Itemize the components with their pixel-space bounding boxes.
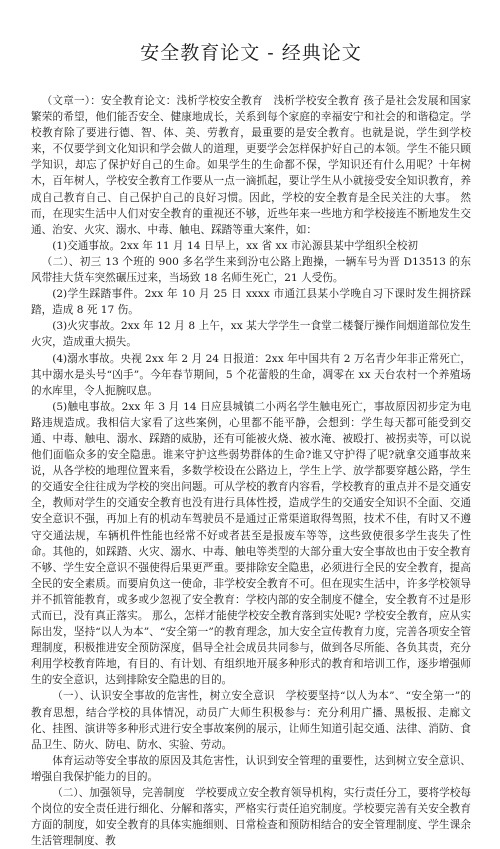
paragraph-section-two: （二）、加强领导，完善制度 学校要成立安全教育领导机构，实行责任分工，要将学校每个岗位的安全责任进行细化、分解和落实，严格实行责任追究制度。学校要完善有关安全教育方面的制度，如安全教育的具体实施细则、日常检查和预防相结合的安全管理制度、学生课余生活管理制度、教: [31, 787, 471, 848]
paragraph-case-traffic-cont: （二）、初三 13 个班的 900 多名学生来到汾屯公路上跑操，一辆车号为晋 D13513 的东风带挂大货车突然碾压过来，当场致 18 名师生死亡，21 人受伤。: [31, 255, 471, 285]
paragraph-intro: （文章一）：安全教育论文：浅析学校安全教育 浅析学校安全教育 孩子是社会发展和国家繁荣的希望，他们能否安全、健康地成长，关系到每个家庭的幸福安宁和社会的和谐稳定。学校教育除了要进行德、智、体、美、劳教育，最重要的是安全教育。也就是说，学生到学校来，不仅要学到文化知识和学会做人的道理，更要学会怎样保护好自己的本领。学生不能只顾学知识，却忘了保护好自己的生命。如果学生的生命都不保，学知识还有什么用呢？十年树木，百年树人，学校安全教育工作要从一点一滴抓起，要让学生从小就接受安全知识教育，养成自己教育自己、自己保护自己的良好习惯。因此，学校的安全教育是全民关注的大事。 然而，在现实生活中人们对安全教育的重视还不够，近些年来一些地方和学校接连不断地发生交通、治安、火灾、溺水、中毒、触电、踩踏等重大案件，如：: [31, 95, 471, 236]
paragraph-case-fire: (3)火灾事故。2xx 年 12 月 8 上午，xx 某大学学生一食堂二楼餐厅操作间烟道部位发生火灾，造成重大损失。: [31, 320, 471, 349]
document-title: 安全教育论文 - 经典论文: [140, 42, 362, 64]
paragraph-case-traffic: (1)交通事故。2xx 年 11 月 14 日早上，xx 省 xx 市沁源县某中学组织全校初: [52, 239, 418, 252]
paragraph-case-electric: (5)触电事故。2xx 年 3 月 14 日应县城镇二小两名学生触电死亡，事故原因初步定为电路违规造成。我相信大家看了这些案例，心里都不能平静，会想到：学生每天都可能受到交通、中毒、触电、溺水、踩踏的威胁，还有可能被火烧、被水淹、被殴打、被拐卖等，可以说他们面临众多的安全隐患。谁来守护这些弱势群体的生命?谁又守护得了呢?就拿交通事故来说，从各学校的地理位置来看，多数学校设在公路边上，学生上学、放学都要穿越公路，学生的交通安全往往成为学校的突出问题。可从学校的教育内容看，学校教育的重点并不是交通安全，教师对学生的交通安全教育也没有进行具体性授，造成学生的交通安全知识不全面、交通安全意识不强，再加上有的机动车驾驶员不是通过正常渠道取得驾照，技术不佳，有时又不遵守交通法规，车辆机件性能也经常不好或者甚至是报废车等等，这些致使很多学生丧失了性命。其他的，如踩踏、火灾、溺水、中毒、触电等类型的大部分重大安全事故也由于安全教育不够、学生安全意识不强使得后果更严重。要排除安全隐患，必须进行全民的安全教育，提高全民的安全素质。而要肩负这一使命，非学校安全教育不可。但在现实生活中，许多学校领导并不抓管能教育，或多或少忽视了安全教育：学校内部的安全制度不健全，安全教育不过是形式而已，没有真正落实。 那么，怎样才能使学校安全教育落到实处呢? 学校安全教育，应从实际出发，坚持“以人为本”、“安全第一”的教育理念，加大安全宣传教育力度，完善各项安全管理制度，积极推进安全预防深度，倡导全社会成员共同参与，做到各尽所能、各负其责，充分利用学校教育阵地，有目的、有计划、有组织地开展多种形式的教育和培训工作，逐步增强师生的安全意识，达到排除安全隐患的目的。: [31, 400, 471, 687]
paragraph-case-drowning: (4)溺水事故。央视 2xx 年 2 月 24 日报道：2xx 年中国共有 2 万名青少年非正常死亡，其中溺水是头号“凶手”。今年春节期间，5 个花蕾般的生命，凋零在 xx 天台农村一个养殖场的水库里，令人扼腕叹息。: [31, 352, 471, 397]
paragraph-section-one-cont: 体育运动等安全事故的原因及其危害性，认识到安全管理的重要性，达到树立安全意识、增强自我保护能力的目的。: [31, 754, 471, 783]
paragraph-case-stampede: (2)学生踩踏事件。2xx 年 10 月 25 日 xxxx 市通江县某小学晚自习下课时发生拥挤踩踏，造成 8 死 17 伤。: [31, 288, 471, 317]
paragraph-section-one: （一）、认识安全事故的危害性，树立安全意识 学校要坚持“以人为本”、“安全第一”的教育思想，结合学校的具体情况，动员广大师生积极参与：充分利用广播、黑板报、走廊文化、挂图、演讲等多种形式进行安全事故案例的展示，让师生知道引起交通、法律、消防、食品卫生、防火、防电、防水、实验、劳动。: [31, 690, 471, 751]
document-body: [31, 93, 471, 849]
